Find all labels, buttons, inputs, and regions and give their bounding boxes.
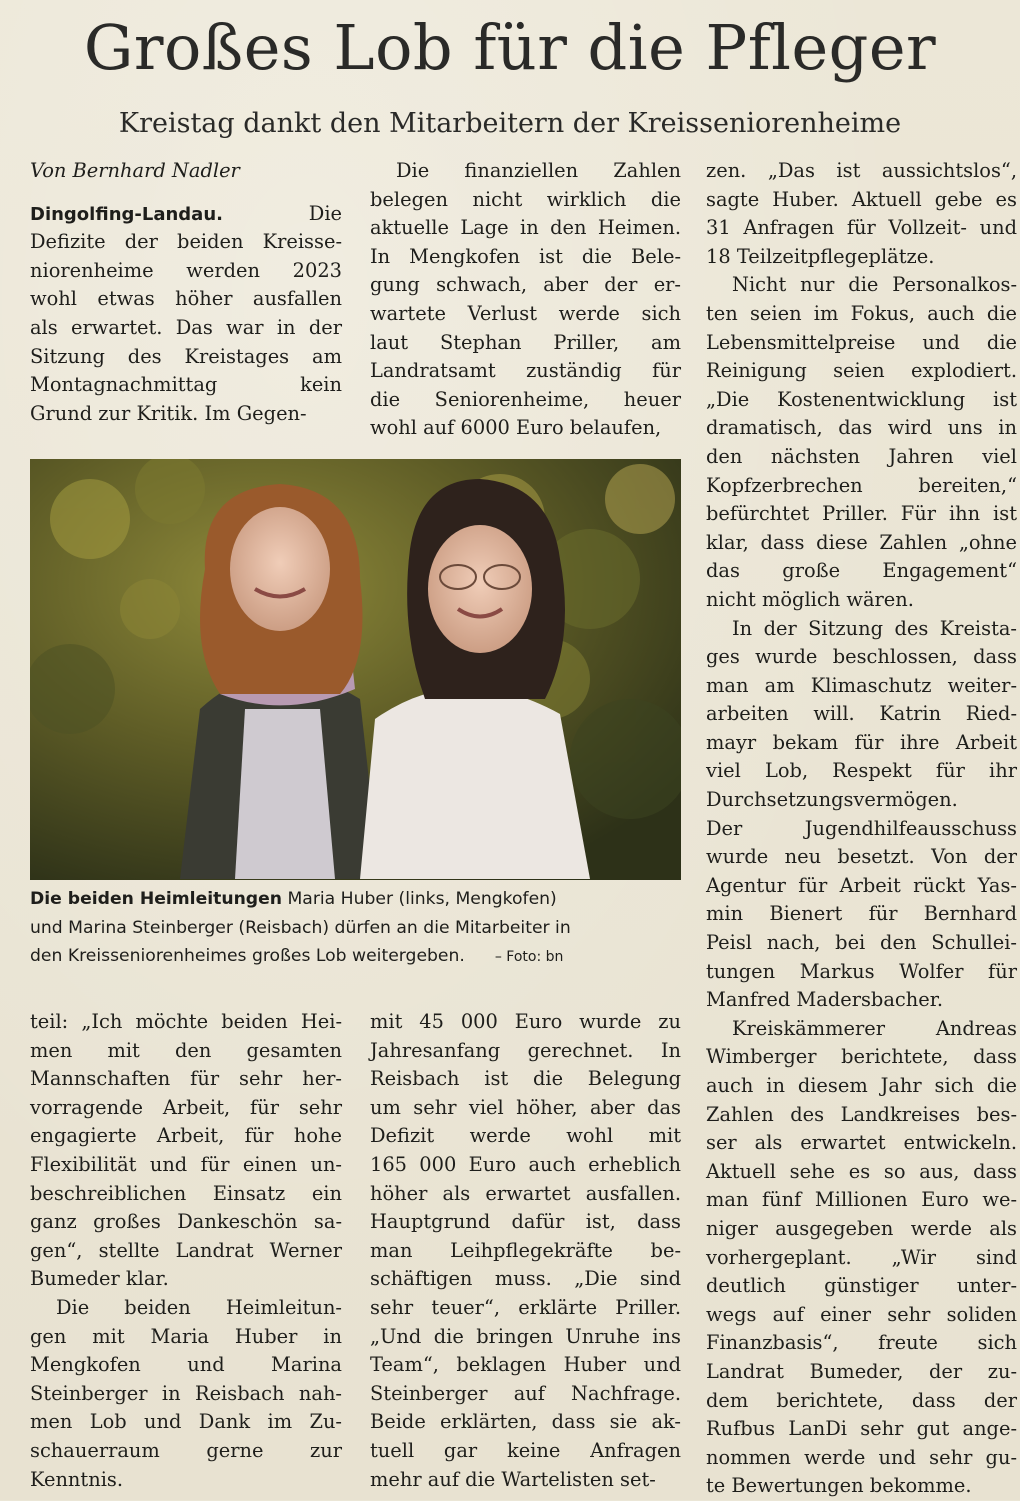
text-line: In der Sitzung des Kreista- [732,616,1017,640]
text-line: Landratsamt zuständig für [370,359,681,383]
text-line: Beide erklärten, dass sie ak- [370,1410,681,1434]
text-line: gung schwach, aber der er- [370,273,681,297]
text-line: gen“, stellte Landrat Werner [30,1238,342,1262]
column-1-top [30,157,342,428]
caption-lead: Die beiden Heimleitungen [30,889,282,909]
article-photo [30,459,681,880]
text-line: man Leihpflegekräfte be- [370,1238,681,1262]
text-line: Durchsetzungsvermögen. [706,788,958,812]
text-line: wurde neu besetzt. Von der [706,845,1017,869]
text-line: als erwartet. Das war in der [30,315,342,339]
text-line: höher als erwartet ausfallen. [370,1181,681,1205]
text-line: Defizite der beiden Kreisse- [30,230,342,254]
text-line: deutlich günstiger unter- [706,1274,1017,1298]
text-line: ges wurde beschlossen, dass [706,645,1017,669]
text-line: dem berichtete, dass der [706,1388,1017,1412]
text-line: Die beiden Heimleitun- [56,1295,342,1319]
text-line: Steinberger auf Nachfrage. [370,1381,681,1405]
text-line: min Bienert für Bernhard [706,902,1017,926]
text-line: In Mengkofen ist die Bele- [370,244,681,268]
photo-credit: – Foto: bn [494,949,564,965]
text-line: Rufbus LanDi sehr gut ange- [706,1417,1017,1441]
text-line: man am Klimaschutz weiter- [706,673,1017,697]
text-line: tuell gar keine Anfragen [370,1438,681,1462]
text-line: um sehr viel höher, aber das [370,1095,681,1119]
text-line: tungen Markus Wolfer für [706,959,1017,983]
photo-illustration [30,459,681,880]
text-line: man fünf Millionen Euro we- [706,1188,1017,1212]
text-line: vorragende Arbeit, für sehr [30,1095,342,1119]
text-line: Steinberger in Reisbach nah- [30,1381,342,1405]
text-line: Lebensmittelpreise und die [706,330,1017,354]
text-line: Kreiskämmerer Andreas [732,1016,1017,1040]
text-line: dramatisch, das wird uns in [706,416,1017,440]
text-line: 31 Anfragen für Vollzeit- und [706,216,1017,240]
text-line: wegs auf einer sehr soliden [706,1302,1017,1326]
text-line: belegen nicht wirklich die [370,187,681,211]
text-line: Die finanziellen Zahlen [396,159,681,182]
text-line: men Lob und Dank im Zu- [30,1410,342,1434]
text-line: Team“, beklagen Huber und [370,1353,681,1377]
text-line: nommen werde und sehr gu- [706,1445,1017,1469]
text-line: arbeiten will. Katrin Ried- [706,702,1017,726]
text-line: Defizit werde wohl mit [370,1124,681,1148]
text-line: Kopfzerbrechen bereiten,“ [706,473,1017,497]
text-line: Der Jugendhilfeausschuss [706,816,1017,840]
text-line: engagierte Arbeit, für hohe [30,1124,342,1148]
text-line: Kenntnis. [30,1467,124,1491]
text-line: Flexibilität und für einen un- [30,1152,342,1176]
text-line: men mit den gesamten [30,1038,342,1062]
text-line: 18 Teilzeitpflegeplätze. [706,244,935,268]
text-line: vorhergeplant. „Wir sind [706,1245,1017,1269]
text-line: Reinigung seien explodiert. [706,359,1017,383]
text-line: teil: „Ich möchte beiden Hei- [30,1010,342,1033]
text-line: klar, dass diese Zahlen „ohne [706,530,1017,554]
text-line: den nächsten Jahren viel [706,444,1017,468]
text-line: mehr auf die Wartelisten set- [370,1467,656,1491]
column-2-bottom [370,1008,681,1494]
text-line: Manfred Madersbacher. [706,988,944,1012]
text-line: gen mit Maria Huber in [30,1324,342,1348]
caption-line: Maria Huber (links, Mengkofen) [282,889,557,909]
text-line: aktuelle Lage in den Heimen. [370,216,681,240]
text-line: Hauptgrund dafür ist, dass [370,1210,681,1234]
dateline: Dingolfing-Landau. [30,203,223,225]
text-line: befürchtet Priller. Für ihn ist [706,502,1017,526]
text-line: das große Engagement“ [706,559,1017,583]
text-line: Grund zur Kritik. Im Gegen- [30,401,307,425]
text-line: Nicht nur die Personalkos- [732,273,1017,297]
text-line: te Bewertungen bekomme. [706,1474,972,1498]
photo-caption [30,885,690,971]
text-line: Landrat Bumeder, der zu- [706,1359,1017,1383]
text-line: 165 000 Euro auch erheblich [370,1152,681,1176]
caption-line: und Marina Steinberger (Reisbach) dürfen an die Mitarbeiter in [30,917,571,938]
text-line: niorenheime werden 2023 [30,258,342,282]
text-line: viel Lob, Respekt für ihr [706,759,1017,783]
text-line: mit 45 000 Euro wurde zu [370,1010,681,1033]
text-line: Die [222,201,342,225]
text-line: wartete Verlust werde sich [370,301,681,325]
text-line: Finanzbasis“, freute sich [706,1331,1017,1355]
byline: Von Bernhard Nadler [30,159,240,182]
text-line: Mannschaften für sehr her- [30,1067,342,1091]
column-2-top [370,157,681,443]
caption-line: den Kreisseniorenheimes großes Lob weitergeben. [30,946,465,966]
text-line: ten seien im Fokus, auch die [706,301,1017,325]
text-line: Aktuell sehe es so aus, dass [706,1159,1017,1183]
text-line: Peisl nach, bei den Schullei- [706,931,1017,955]
text-line: ganz großes Dankeschön sa- [30,1210,342,1234]
text-line: auch in diesem Jahr sich die [706,1074,1017,1097]
article-subheadline: Kreistag dankt den Mitarbeitern der Kreisseniorenheime [118,108,902,139]
text-line: sagte Huber. Aktuell gebe es [706,187,1017,211]
text-line: Mengkofen und Marina [30,1353,342,1377]
text-line: sehr teuer“, erklärte Priller. [370,1295,681,1319]
column-1-bottom [30,1008,342,1494]
text-line: schauerraum gerne zur [30,1438,342,1462]
text-line: laut Stephan Priller, am [370,330,681,354]
text-line: niger ausgegeben werde als [706,1216,1017,1240]
text-line: Zahlen des Landkreises bes- [706,1102,1017,1126]
article-headline: Großes Lob für die Pfleger [83,11,937,84]
text-line: mayr bekam für ihre Arbeit [706,730,1017,754]
text-line [30,200,342,229]
column-3 [706,157,1017,1501]
text-line: Jahresanfang gerechnet. In [370,1038,681,1062]
text-line: nicht möglich wären. [706,587,914,611]
text-line: zen. „Das ist aussichtslos“, [706,159,1017,182]
text-line: „Die Kostenentwicklung ist [706,387,1017,411]
text-line: wohl etwas höher ausfallen [30,287,342,311]
text-line: Bumeder klar. [30,1267,169,1291]
text-line: beschreiblichen Einsatz ein [30,1181,342,1205]
text-line: Sitzung des Kreistages am [30,344,342,368]
text-line: Reisbach ist die Belegung [370,1067,681,1091]
text-line: die Seniorenheime, heuer [370,387,681,411]
text-line: Wimberger berichtete, dass [706,1045,1017,1069]
text-line: Agentur für Arbeit rückt Yas- [706,873,1017,897]
text-line: wohl auf 6000 Euro belaufen, [370,416,662,440]
text-line: „Und die bringen Unruhe ins [370,1324,681,1348]
text-line: ser als erwartet entwickeln. [706,1131,1017,1155]
text-line: schäftigen muss. „Die sind [370,1267,681,1291]
text-line: Montagnachmittag kein [30,373,342,397]
